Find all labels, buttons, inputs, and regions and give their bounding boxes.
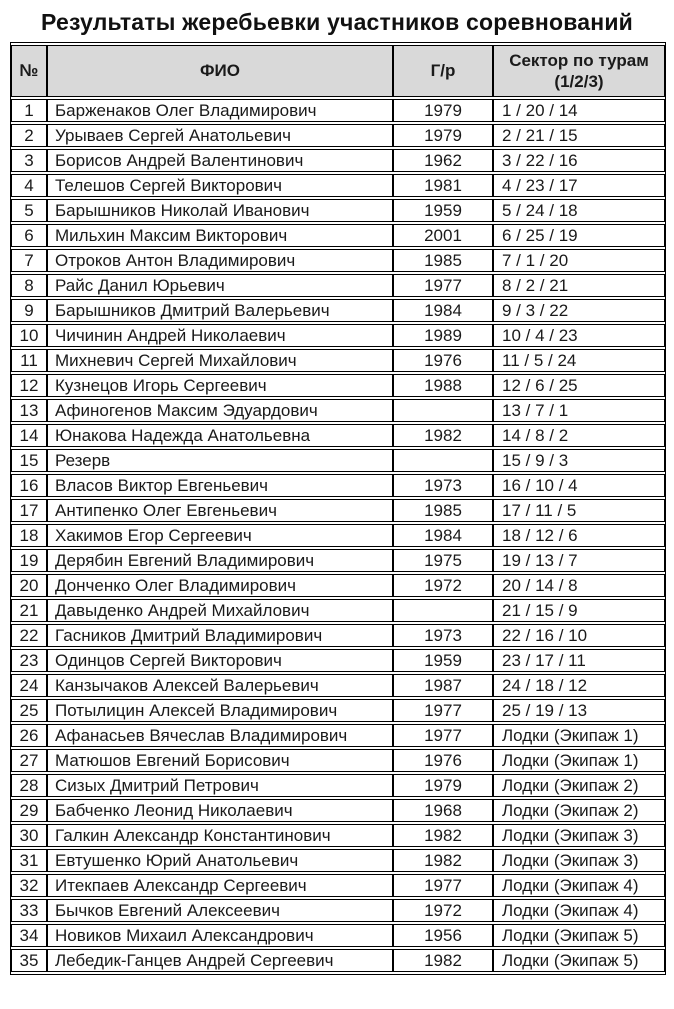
cell-year: 1982 [393,424,493,447]
cell-sector: 8 / 2 / 21 [493,274,665,297]
cell-sector: 22 / 16 / 10 [493,624,665,647]
cell-name: Бабченко Леонид Николаевич [47,799,393,822]
table-row [11,724,665,747]
cell-number: 27 [11,749,47,772]
cell-year: 1985 [393,499,493,522]
cell-sector: Лодки (Экипаж 1) [493,749,665,772]
cell-number: 35 [11,949,47,972]
cell-number: 19 [11,549,47,572]
cell-sector: Лодки (Экипаж 5) [493,924,665,947]
cell-sector: 20 / 14 / 8 [493,574,665,597]
cell-name: Одинцов Сергей Викторович [47,649,393,672]
cell-name: Новиков Михаил Александрович [47,924,393,947]
cell-sector: Лодки (Экипаж 1) [493,724,665,747]
cell-name: Сизых Дмитрий Петрович [47,774,393,797]
table-row [11,124,665,147]
cell-sector: 17 / 11 / 5 [493,499,665,522]
cell-name: Михневич Сергей Михайлович [47,349,393,372]
cell-number: 7 [11,249,47,272]
cell-year: 1956 [393,924,493,947]
cell-year: 1959 [393,199,493,222]
table-row [11,699,665,722]
cell-sector: Лодки (Экипаж 2) [493,774,665,797]
column-header-sector: Сектор по турам (1/2/3) [493,45,665,97]
cell-year: 1979 [393,99,493,122]
cell-name: Лебедик-Ганцев Андрей Сергеевич [47,949,393,972]
cell-name: Хакимов Егор Сергеевич [47,524,393,547]
table-row [11,99,665,122]
cell-number: 8 [11,274,47,297]
cell-number: 22 [11,624,47,647]
cell-number: 5 [11,199,47,222]
cell-sector: 14 / 8 / 2 [493,424,665,447]
table-row [11,599,665,622]
cell-sector: Лодки (Экипаж 2) [493,799,665,822]
cell-name: Мильхин Максим Викторович [47,224,393,247]
cell-number: 32 [11,874,47,897]
cell-number: 15 [11,449,47,472]
cell-number: 14 [11,424,47,447]
table-row [11,324,665,347]
table-row [11,649,665,672]
cell-year: 1988 [393,374,493,397]
cell-number: 9 [11,299,47,322]
cell-sector: Лодки (Экипаж 4) [493,899,665,922]
cell-sector: Лодки (Экипаж 3) [493,824,665,847]
cell-year: 1973 [393,474,493,497]
cell-name: Дерябин Евгений Владимирович [47,549,393,572]
cell-name: Телешов Сергей Викторович [47,174,393,197]
cell-year: 1972 [393,899,493,922]
cell-name: Юнакова Надежда Анатольевна [47,424,393,447]
cell-name: Афиногенов Максим Эдуардович [47,399,393,422]
cell-year: 1973 [393,624,493,647]
header-row [11,45,665,97]
cell-number: 24 [11,674,47,697]
cell-year: 1976 [393,749,493,772]
cell-sector: Лодки (Экипаж 5) [493,949,665,972]
table-row [11,574,665,597]
cell-number: 13 [11,399,47,422]
cell-number: 17 [11,499,47,522]
cell-year: 1982 [393,824,493,847]
cell-year: 1968 [393,799,493,822]
table-row [11,499,665,522]
table-row [11,949,665,972]
cell-year: 1959 [393,649,493,672]
cell-year: 1989 [393,324,493,347]
cell-sector: 23 / 17 / 11 [493,649,665,672]
cell-name: Матюшов Евгений Борисович [47,749,393,772]
cell-name: Борисов Андрей Валентинович [47,149,393,172]
cell-name: Гасников Дмитрий Владимирович [47,624,393,647]
cell-name: Кузнецов Игорь Сергеевич [47,374,393,397]
cell-name: Райс Данил Юрьевич [47,274,393,297]
table-row [11,824,665,847]
table-row [11,899,665,922]
cell-sector: 9 / 3 / 22 [493,299,665,322]
cell-year: 1977 [393,874,493,897]
cell-sector: 5 / 24 / 18 [493,199,665,222]
table-row [11,924,665,947]
cell-year: 1985 [393,249,493,272]
table-row [11,374,665,397]
cell-name: Чичинин Андрей Николаевич [47,324,393,347]
table-row [11,674,665,697]
cell-number: 26 [11,724,47,747]
cell-name: Канзычаков Алексей Валерьевич [47,674,393,697]
cell-year: 1984 [393,524,493,547]
cell-name: Антипенко Олег Евгеньевич [47,499,393,522]
cell-year: 1982 [393,949,493,972]
cell-name: Бычков Евгений Алексеевич [47,899,393,922]
cell-name: Резерв [47,449,393,472]
table-row [11,399,665,422]
table-row [11,224,665,247]
cell-sector: 13 / 7 / 1 [493,399,665,422]
table-row [11,349,665,372]
cell-sector: 12 / 6 / 25 [493,374,665,397]
cell-number: 30 [11,824,47,847]
cell-number: 11 [11,349,47,372]
cell-number: 12 [11,374,47,397]
cell-number: 23 [11,649,47,672]
cell-year [393,599,493,622]
cell-name: Барышников Николай Иванович [47,199,393,222]
table-row [11,774,665,797]
cell-year: 1977 [393,724,493,747]
cell-number: 33 [11,899,47,922]
cell-year: 1972 [393,574,493,597]
cell-year: 1976 [393,349,493,372]
table-row [11,249,665,272]
cell-year: 1987 [393,674,493,697]
cell-name: Барышников Дмитрий Валерьевич [47,299,393,322]
cell-year: 1975 [393,549,493,572]
document-page [0,9,674,1009]
cell-number: 20 [11,574,47,597]
column-header-number: № [11,45,47,97]
cell-sector: 15 / 9 / 3 [493,449,665,472]
cell-name: Итекпаев Александр Сергеевич [47,874,393,897]
cell-number: 2 [11,124,47,147]
cell-number: 4 [11,174,47,197]
cell-year: 1977 [393,274,493,297]
cell-number: 3 [11,149,47,172]
table-row [11,424,665,447]
cell-year: 1984 [393,299,493,322]
cell-name: Евтушенко Юрий Анатольевич [47,849,393,872]
cell-year [393,399,493,422]
table-row [11,524,665,547]
cell-year: 1977 [393,699,493,722]
cell-name: Галкин Александр Константинович [47,824,393,847]
results-table [10,42,666,975]
table-row [11,624,665,647]
cell-number: 18 [11,524,47,547]
cell-sector: 19 / 13 / 7 [493,549,665,572]
page-title: Результаты жеребьевки участников соревнований [40,9,633,35]
cell-sector: 10 / 4 / 23 [493,324,665,347]
table-row [11,274,665,297]
cell-number: 29 [11,799,47,822]
table-row [11,449,665,472]
cell-name: Донченко Олег Владимирович [47,574,393,597]
table-row [11,474,665,497]
column-header-name: ФИО [47,45,393,97]
cell-number: 10 [11,324,47,347]
cell-sector: 16 / 10 / 4 [493,474,665,497]
table-body [11,99,665,972]
cell-sector: 24 / 18 / 12 [493,674,665,697]
cell-number: 6 [11,224,47,247]
cell-year: 1979 [393,774,493,797]
cell-number: 25 [11,699,47,722]
cell-sector: 1 / 20 / 14 [493,99,665,122]
table-row [11,799,665,822]
cell-sector: 4 / 23 / 17 [493,174,665,197]
cell-name: Афанасьев Вячеслав Владимирович [47,724,393,747]
cell-name: Потылицин Алексей Владимирович [47,699,393,722]
cell-name: Давыденко Андрей Михайлович [47,599,393,622]
cell-sector: 18 / 12 / 6 [493,524,665,547]
cell-sector: 2 / 21 / 15 [493,124,665,147]
cell-year: 2001 [393,224,493,247]
cell-sector: 11 / 5 / 24 [493,349,665,372]
cell-name: Власов Виктор Евгеньевич [47,474,393,497]
column-header-year: Г/р [393,45,493,97]
table-row [11,749,665,772]
cell-year: 1981 [393,174,493,197]
cell-sector: 6 / 25 / 19 [493,224,665,247]
cell-sector: 3 / 22 / 16 [493,149,665,172]
table-row [11,149,665,172]
cell-year: 1962 [393,149,493,172]
cell-number: 28 [11,774,47,797]
table-row [11,199,665,222]
table-row [11,549,665,572]
cell-name: Урываев Сергей Анатольевич [47,124,393,147]
cell-sector: 7 / 1 / 20 [493,249,665,272]
table-row [11,174,665,197]
cell-year: 1982 [393,849,493,872]
cell-name: Барженаков Олег Владимирович [47,99,393,122]
table-row [11,299,665,322]
cell-number: 34 [11,924,47,947]
cell-year [393,449,493,472]
table-header [11,45,665,97]
cell-sector: 21 / 15 / 9 [493,599,665,622]
cell-sector: Лодки (Экипаж 4) [493,874,665,897]
cell-name: Отроков Антон Владимирович [47,249,393,272]
table-row [11,849,665,872]
cell-number: 31 [11,849,47,872]
cell-sector: Лодки (Экипаж 3) [493,849,665,872]
table-row [11,874,665,897]
cell-number: 1 [11,99,47,122]
cell-sector: 25 / 19 / 13 [493,699,665,722]
cell-number: 16 [11,474,47,497]
cell-year: 1979 [393,124,493,147]
cell-number: 21 [11,599,47,622]
